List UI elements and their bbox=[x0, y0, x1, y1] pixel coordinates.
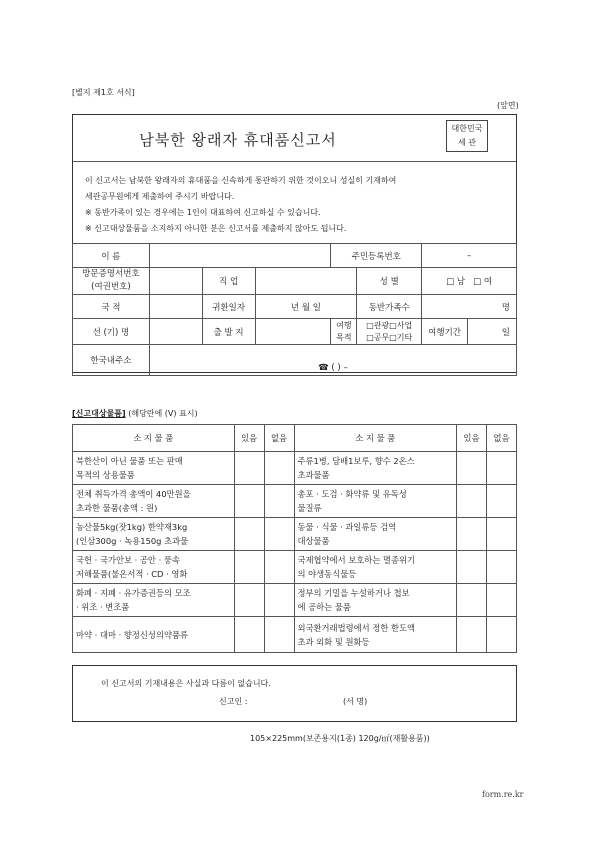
signature-field[interactable]: (서 명) bbox=[343, 697, 368, 706]
passport-text: (여권번호) bbox=[91, 282, 131, 292]
item-line: 북한산이 아닌 물품 또는 판매 bbox=[76, 456, 183, 466]
paper-spec: 105×225mm(보존용지(1종) 120g/㎡(재활용품)) bbox=[250, 734, 430, 743]
note-line: ※ 동반가족이 있는 경우에는 1인이 대표하여 신고하실 수 있습니다. bbox=[85, 208, 321, 217]
note-line: 이 신고서는 남북한 왕래자의 휴대품을 신속하게 통관하기 위한 것이오니 성실히 기재하여 bbox=[85, 176, 397, 185]
col-yes-left: 있음 bbox=[234, 425, 264, 452]
item-line: 대상물품 bbox=[297, 536, 330, 546]
yes-checkbox[interactable] bbox=[457, 518, 487, 551]
item-line: 에 공하는 물품 bbox=[297, 602, 351, 612]
no-checkbox[interactable] bbox=[487, 617, 517, 653]
yes-checkbox[interactable] bbox=[457, 452, 487, 485]
item-line: 화폐 · 지폐 · 유가증권등의 모조 bbox=[76, 588, 191, 598]
item-line: 전체 취득가격 총액이 40만원을 bbox=[76, 489, 191, 499]
item-cell bbox=[294, 584, 457, 617]
item-line: 목적의 상용물품 bbox=[76, 470, 135, 480]
visit-cert-label bbox=[73, 268, 150, 295]
item-line: 국제협약에서 보호하는 멸종위기 bbox=[297, 555, 415, 565]
stamp-line-2: 세 관 bbox=[458, 138, 476, 147]
item-line: 국헌 · 국가안보 · 공안 · 풍속 bbox=[76, 555, 180, 565]
form-number: [별지 제1호 서식] bbox=[72, 88, 135, 97]
col-yes-right: 있음 bbox=[457, 425, 487, 452]
job-field[interactable] bbox=[255, 268, 357, 295]
item-cell bbox=[73, 485, 235, 518]
items-hint: (해당란에 (V) 표시) bbox=[128, 409, 198, 418]
name-field[interactable] bbox=[149, 244, 331, 268]
site-label: form.re.kr bbox=[482, 790, 524, 799]
col-no-right: 없음 bbox=[487, 425, 517, 452]
declaration-box bbox=[72, 665, 517, 722]
item-line: 마약 · 대마 · 향정신성의약품류 bbox=[76, 629, 189, 640]
yes-checkbox[interactable] bbox=[234, 452, 264, 485]
yes-checkbox[interactable] bbox=[234, 584, 264, 617]
item-line: 주류1병, 담배1보루, 향수 2온스 bbox=[297, 456, 415, 466]
nationality-field[interactable] bbox=[149, 295, 202, 319]
item-line: 정부의 기밀을 누설하거나 첩보 bbox=[297, 588, 410, 598]
signer-label: 신고인 : bbox=[219, 697, 248, 706]
female-checkbox[interactable]: □ 여 bbox=[473, 277, 493, 287]
item-line: · 위조 · 변조품 bbox=[76, 602, 130, 612]
customs-stamp-box bbox=[446, 120, 488, 152]
period-label: 여행기간 bbox=[422, 319, 468, 345]
yes-checkbox[interactable] bbox=[457, 485, 487, 518]
no-checkbox[interactable] bbox=[264, 617, 294, 653]
purpose-options-1[interactable]: □관광□사업 bbox=[366, 320, 413, 330]
item-line: 농산물5kg(잣1kg) 한약재3kg bbox=[76, 522, 188, 532]
address-field[interactable] bbox=[149, 345, 516, 376]
male-checkbox[interactable]: □ 남 bbox=[446, 277, 466, 287]
declaration-form bbox=[72, 114, 517, 373]
item-line: 총포 · 도검 · 화약류 및 유독성 bbox=[297, 489, 407, 499]
item-line: 초과한 물품(총액 : 원) bbox=[76, 503, 158, 513]
item-line: 외국환거래법령에서 정한 한도액 bbox=[297, 622, 415, 633]
name-label: 이 름 bbox=[73, 244, 150, 268]
no-checkbox[interactable] bbox=[264, 452, 294, 485]
col-item-left: 소 지 물 품 bbox=[73, 425, 235, 452]
yes-checkbox[interactable] bbox=[234, 551, 264, 584]
item-cell bbox=[73, 551, 235, 584]
visit-cert-text: 방문증명서번호 bbox=[82, 269, 140, 279]
col-item-right: 소 지 물 품 bbox=[294, 425, 457, 452]
no-checkbox[interactable] bbox=[264, 584, 294, 617]
item-cell bbox=[73, 452, 235, 485]
vessel-label: 선 (기) 명 bbox=[73, 319, 150, 345]
family-field[interactable]: 명 bbox=[422, 295, 517, 319]
item-cell bbox=[73, 617, 235, 653]
item-cell bbox=[73, 584, 235, 617]
resident-no-field[interactable]: – bbox=[422, 244, 517, 268]
no-checkbox[interactable] bbox=[487, 551, 517, 584]
gender-options[interactable] bbox=[422, 268, 517, 295]
departure-field[interactable] bbox=[255, 319, 331, 345]
period-field[interactable]: 일 bbox=[468, 319, 517, 345]
note-line: 세관공무원에게 제출하여 주시기 바랍니다. bbox=[85, 192, 235, 201]
job-label: 직 업 bbox=[202, 268, 255, 295]
item-line: 의 야생동식물등 bbox=[297, 569, 357, 579]
table-row bbox=[73, 518, 517, 551]
col-no-left: 없음 bbox=[264, 425, 294, 452]
item-cell bbox=[294, 518, 457, 551]
yes-checkbox[interactable] bbox=[457, 617, 487, 653]
purpose-text-2: 목적 bbox=[336, 332, 352, 342]
instructions bbox=[73, 163, 516, 245]
declaration-text: 이 신고서의 기재내용은 사실과 다름이 없습니다. bbox=[101, 679, 271, 688]
front-side-label: (앞면) bbox=[497, 101, 519, 110]
vessel-field[interactable] bbox=[149, 319, 202, 345]
note-line: ※ 신고대상물품을 소지하지 아니한 분은 신고서를 제출하지 않아도 됩니다. bbox=[85, 224, 347, 233]
phone-field[interactable]: ☎ ( ) – bbox=[318, 363, 348, 373]
yes-checkbox[interactable] bbox=[234, 485, 264, 518]
item-line: 저해물품(불온서적 · CD · 영화 bbox=[76, 569, 188, 579]
table-row bbox=[73, 584, 517, 617]
no-checkbox[interactable] bbox=[264, 518, 294, 551]
items-heading-row bbox=[72, 408, 198, 419]
no-checkbox[interactable] bbox=[487, 452, 517, 485]
item-line: 동물 · 식물 · 과일류등 검역 bbox=[297, 522, 397, 532]
no-checkbox[interactable] bbox=[264, 485, 294, 518]
form-title: 남북한 왕래자 휴대품신고서 bbox=[139, 131, 337, 149]
item-line: 물질류 bbox=[297, 503, 322, 513]
items-table bbox=[72, 424, 517, 653]
purpose-text-1: 여행 bbox=[336, 320, 352, 330]
divider bbox=[73, 161, 516, 162]
item-line: 초과물품 bbox=[297, 470, 330, 480]
item-cell bbox=[294, 551, 457, 584]
stamp-line-1: 대한민국 bbox=[451, 124, 483, 133]
return-date-label: 귀환일자 bbox=[202, 295, 255, 319]
item-line: 초과 외화 및 원화등 bbox=[297, 636, 370, 647]
purpose-options-2[interactable]: □공무□기타 bbox=[366, 332, 413, 342]
address-label: 한국내주소 bbox=[73, 345, 150, 376]
item-cell bbox=[73, 518, 235, 551]
departure-label: 출 발 지 bbox=[202, 319, 255, 345]
no-checkbox[interactable] bbox=[487, 584, 517, 617]
no-checkbox[interactable] bbox=[487, 518, 517, 551]
table-row bbox=[73, 452, 517, 485]
table-row bbox=[73, 551, 517, 584]
traveler-info-table bbox=[72, 243, 517, 376]
purpose-label bbox=[331, 319, 357, 345]
yes-checkbox[interactable] bbox=[234, 617, 264, 653]
family-label: 동반가족수 bbox=[357, 295, 422, 319]
visit-cert-field[interactable] bbox=[149, 268, 202, 295]
item-cell bbox=[294, 485, 457, 518]
no-checkbox[interactable] bbox=[487, 485, 517, 518]
item-line: (인삼300g · 녹용150g 초과물 bbox=[76, 536, 189, 546]
resident-no-label: 주민등록번호 bbox=[331, 244, 422, 268]
nationality-label: 국 적 bbox=[73, 295, 150, 319]
item-cell bbox=[294, 452, 457, 485]
return-date-field[interactable]: 년 월 일 bbox=[255, 295, 357, 319]
item-cell bbox=[294, 617, 457, 653]
purpose-options[interactable] bbox=[357, 319, 422, 345]
table-row bbox=[73, 617, 517, 653]
yes-checkbox[interactable] bbox=[457, 584, 487, 617]
yes-checkbox[interactable] bbox=[234, 518, 264, 551]
no-checkbox[interactable] bbox=[264, 551, 294, 584]
items-heading: [신고대상물품] bbox=[72, 409, 126, 418]
yes-checkbox[interactable] bbox=[457, 551, 487, 584]
gender-label: 성 별 bbox=[357, 268, 422, 295]
table-row bbox=[73, 485, 517, 518]
